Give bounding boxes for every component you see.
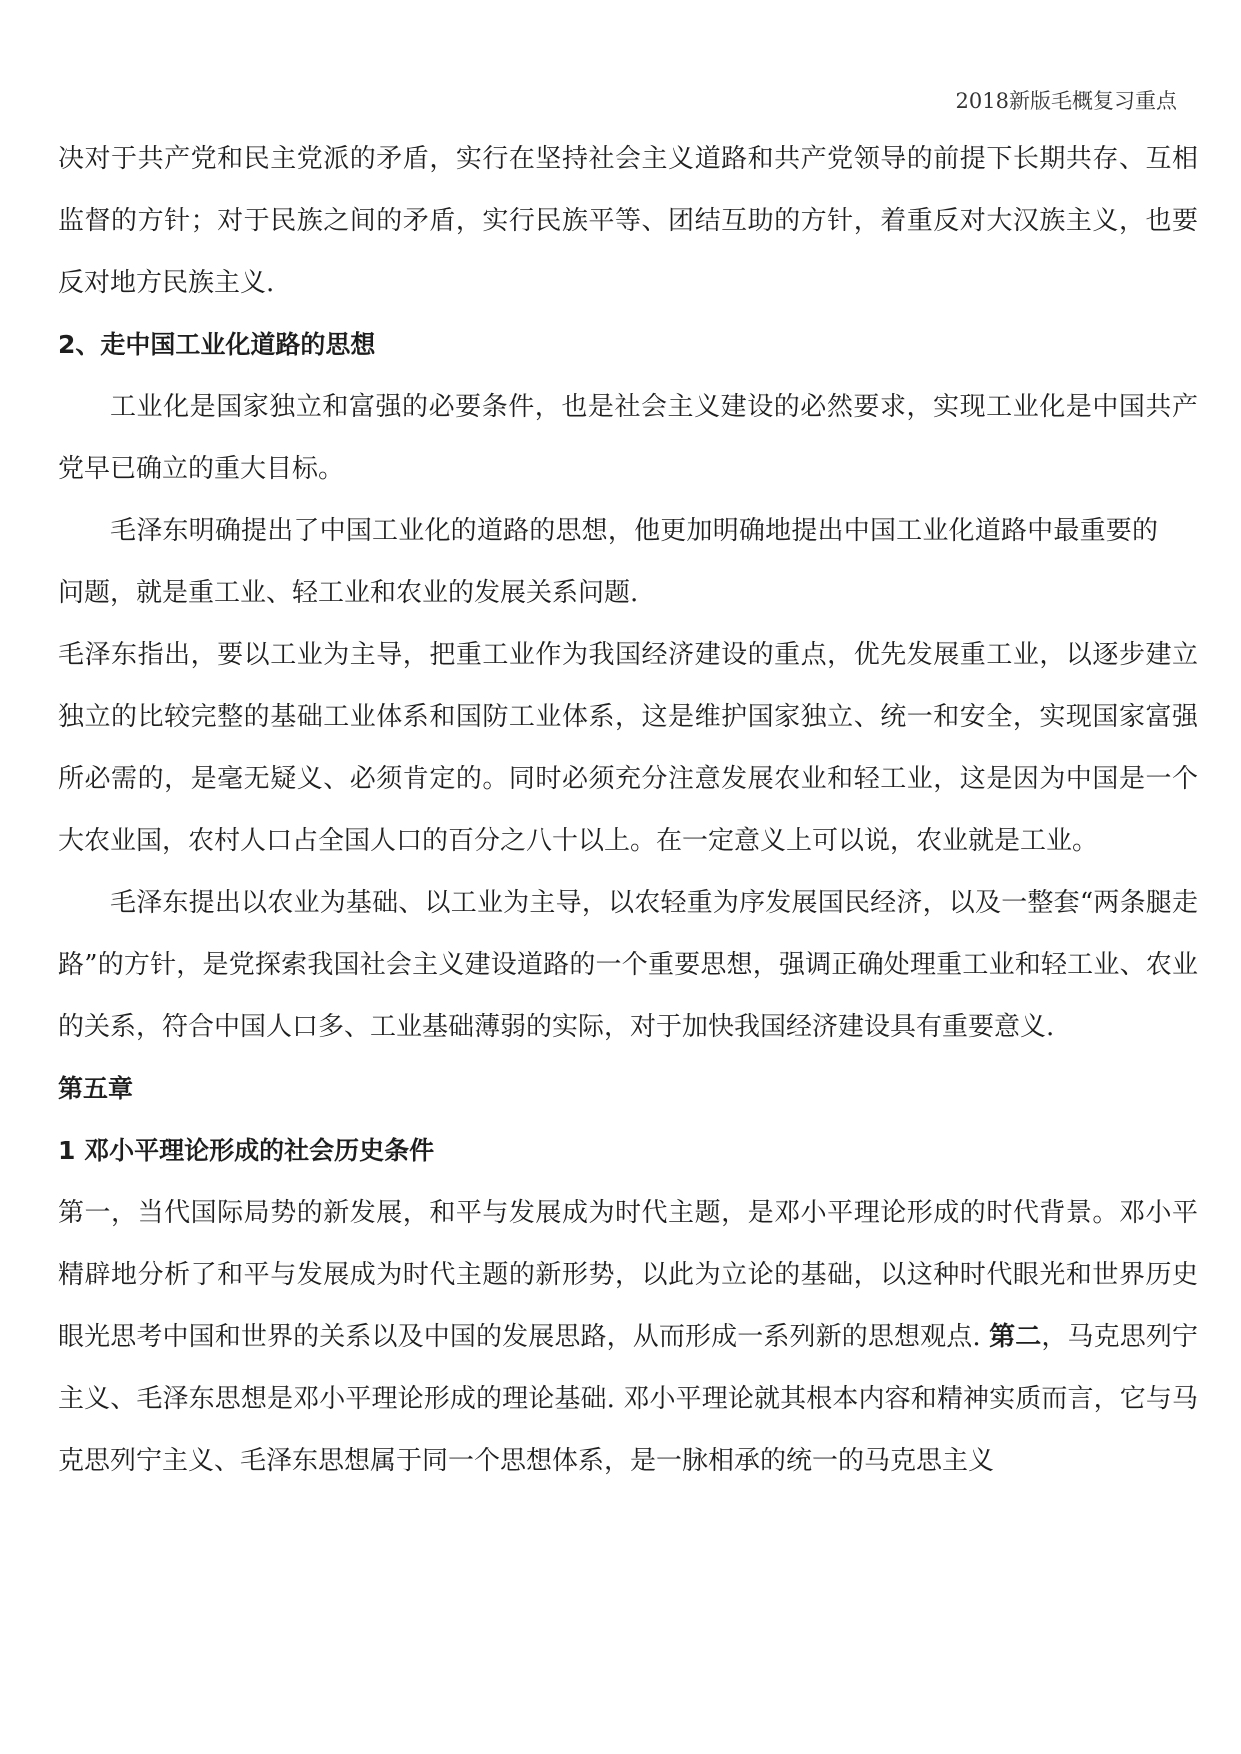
paragraph: 毛泽东指出，要以工业为主导，把重工业作为我国经济建设的重点，优先发展重工业，以逐步建立独立的比较完整的基础工业体系和国防工业体系，这是维护国家独立、统一和安全，实现国家富强所必需的，是毫无疑义、必须肯定的。同时必须充分注意发展农业和轻工业，这是因为中国是一个大农业国，农村人口占全国人口的百分之八十以上。在一定意义上可以说，农业就是工业。 bbox=[58, 640, 1198, 856]
paragraph-text: ，马克思列宁主义、毛泽东思想是邓小平理论形成的理论基础. 邓小平理论就其根本内容和精神实质而言，它与马克思列宁主义、毛泽东思想属于同一个思想体系，是一脉相承的统一的马克思主义 bbox=[58, 1322, 1198, 1476]
paragraph bbox=[58, 1182, 1198, 1492]
chapter-heading: 第五章 bbox=[58, 1074, 134, 1103]
paragraph: 工业化是国家独立和富强的必要条件，也是社会主义建设的必然要求，实现工业化是中国共产党早已确立的重大目标。 bbox=[58, 392, 1198, 484]
section-heading: 1 邓小平理论形成的社会历史条件 bbox=[58, 1136, 435, 1165]
paragraph: 毛泽东提出以农业为基础、以工业为主导，以农轻重为序发展国民经济，以及一整套“两条腿走路”的方针，是党探索我国社会主义建设道路的一个重要思想，强调正确处理重工业和轻工业、农业的关系，符合中国人口多、工业基础薄弱的实际，对于加快我国经济建设具有重要意义. bbox=[58, 888, 1198, 1042]
paragraph: 毛泽东明确提出了中国工业化的道路的思想，他更加明确地提出中国工业化道路中最重要的问题，就是重工业、轻工业和农业的发展关系问题. bbox=[58, 516, 1158, 608]
document-body bbox=[58, 128, 1198, 1492]
section-heading: 2、走中国工业化道路的思想 bbox=[58, 330, 376, 359]
bold-term: 第二 bbox=[989, 1322, 1042, 1352]
paragraph-text: 第一，当代国际局势的新发展，和平与发展成为时代主题，是邓小平理论形成的时代背景。邓小平精辟地分析了和平与发展成为时代主题的新形势，以此为立论的基础，以这种时代眼光和世界历史眼光思考中国和世界的关系以及中国的发展思路，从而形成一系列新的思想观点. bbox=[58, 1198, 1198, 1352]
page-header: 2018新版毛概复习重点 bbox=[955, 89, 1177, 113]
paragraph: 决对于共产党和民主党派的矛盾，实行在坚持社会主义道路和共产党领导的前提下长期共存、互相监督的方针；对于民族之间的矛盾，实行民族平等、团结互助的方针，着重反对大汉族主义，也要反对地方民族主义. bbox=[58, 144, 1198, 298]
